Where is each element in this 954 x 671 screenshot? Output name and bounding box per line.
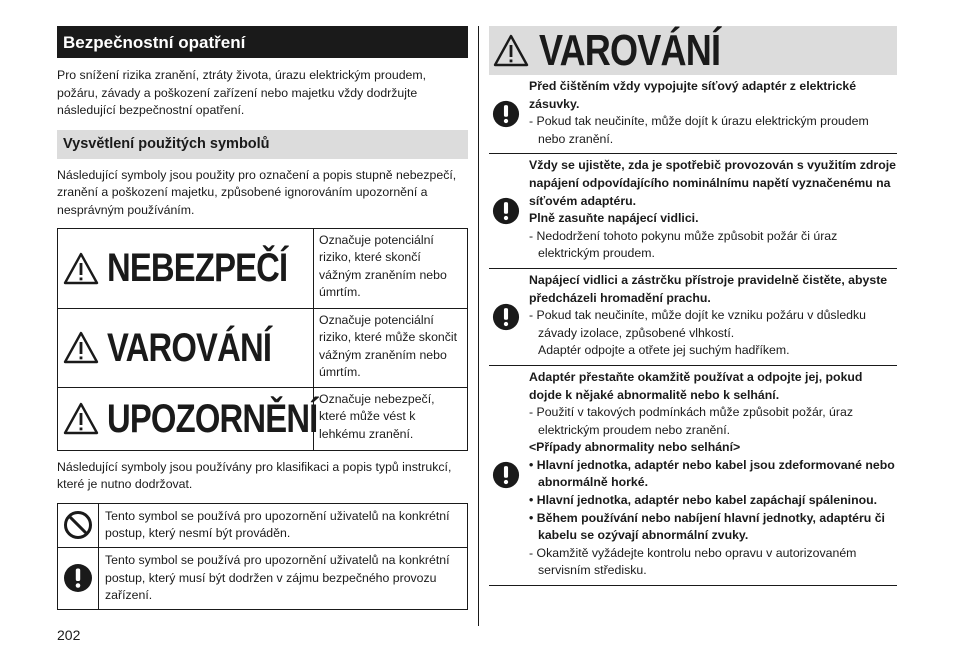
warning-triangle-icon (63, 402, 99, 435)
signal-word-danger: NEBEZPEČÍ (107, 246, 288, 291)
section-title: Bezpečnostní opatření (57, 26, 468, 58)
abnormality-case-2: • Hlavní jednotka, adaptér nebo kabel zapáchají spáleninou. (529, 493, 878, 508)
warning-item-3-extra: Adaptér odpojte a otřete jej suchým hadříkem. (538, 343, 790, 358)
symbol-desc-prohibition: Tento symbol se používá pro upozornění uživatelů na konkrétní postup, který nesmí být prováděn. (105, 508, 450, 541)
signal-desc-danger: Označuje potenciální riziko, které skončí vážným zraněním nebo úmrtím. (319, 232, 447, 300)
mandatory-icon (63, 563, 93, 593)
signal-word-warning: VAROVÁNÍ (107, 325, 272, 370)
abnormality-case-3: • Během používání nebo nabíjení hlavní jednotky, adaptéru či kabelu se ozývají abnormální zvuky. (529, 510, 885, 543)
symbol-desc-mandatory: Tento symbol se používá pro upozornění uživatelů na konkrétní postup, který musí být dodržen v zájmu bezpečného provozu zařízení. (105, 552, 450, 603)
mandatory-icon (492, 197, 520, 225)
symbol-row-prohibition (58, 504, 467, 547)
warning-item-2-title: Vždy se ujistěte, zda je spotřebič provozován s využitím zdroje napájení odpovídajícího nominálnímu napětí vyznačenému na síťovém adaptéru. (529, 158, 896, 208)
signal-row-warning (58, 308, 467, 387)
column-divider (478, 26, 479, 626)
instruction-symbol-table (57, 503, 468, 610)
warning-header-title: VAROVÁNÍ (539, 25, 721, 75)
warning-item-1 (489, 75, 897, 154)
warning-item-3-note: - Pokud tak neučiníte, může dojít ke vzniku požáru v důsledku závady izolace, způsobené vlhkostí. (529, 308, 866, 340)
warning-triangle-icon (63, 331, 99, 364)
mandatory-icon (492, 303, 520, 331)
right-column (489, 26, 897, 586)
mandatory-icon (492, 100, 520, 128)
warning-item-3 (489, 269, 897, 366)
page-number: 202 (57, 627, 81, 643)
warning-item-4-action: - Okamžitě vyžádejte kontrolu nebo opravu v autorizovaném servisním středisku. (529, 545, 857, 578)
abnormality-case-1: • Hlavní jednotka, adaptér nebo kabel jsou zdeformované nebo abnormálně horké. (529, 457, 895, 490)
symbol-row-mandatory (58, 547, 467, 609)
warning-item-1-note: - Pokud tak neučiníte, může dojít k úrazu elektrickým proudem nebo zranění. (529, 114, 869, 146)
warning-header (489, 26, 897, 75)
signal-word-table (57, 228, 468, 451)
warning-item-2-subtitle: Plně zasuňte napájecí vidlici. (529, 211, 699, 226)
signal-row-danger (58, 229, 467, 308)
symbols-description: Následující symboly jsou použity pro označení a popis stupně nebezpečí, zranění a poškození majetku, způsobené ignorováním upozornění a nesprávným používáním. (57, 167, 457, 217)
warning-item-4-title: Adaptér přestaňte okamžitě používat a odpojte jej, pokud dojde k nějaké abnormalitě nebo k selhání. (529, 369, 863, 402)
signal-word-caution: UPOZORNĚNÍ (107, 396, 318, 441)
warning-item-4 (489, 366, 897, 586)
warning-item-4-note: - Použití v takových podmínkách může způsobit požár, úraz elektrickým proudem nebo zranění. (529, 405, 853, 437)
warning-item-3-title: Napájecí vidlici a zástrčku přístroje pravidelně čistěte, abyste předcházeli hromadění prachu. (529, 272, 888, 305)
signal-row-caution (58, 387, 467, 450)
instruction-types-paragraph: Následující symboly jsou používány pro klasifikaci a popis typů instrukcí, které je nutno dodržovat. (57, 459, 452, 492)
intro-paragraph: Pro snížení rizika zranění, ztráty života, úrazu elektrickým proudem, požáru, závady a poškození zařízení nebo majetku vždy dodržujte následující bezpečnostní opatření. (57, 68, 427, 118)
warning-triangle-icon (493, 34, 529, 67)
abnormality-cases-heading: <Případy abnormality nebo selhání> (529, 440, 741, 455)
left-column (57, 26, 468, 610)
warning-item-2 (489, 154, 897, 269)
warning-item-1-title: Před čištěním vždy vypojujte síťový adaptér z elektrické zásuvky. (529, 79, 857, 111)
mandatory-icon (492, 461, 520, 489)
prohibition-icon (63, 510, 93, 540)
symbols-subheading: Vysvětlení použitých symbolů (57, 130, 468, 159)
signal-desc-warning: Označuje potenciální riziko, které může skončit vážným zraněním nebo úmrtím. (319, 312, 458, 380)
warning-item-2-note: - Nedodržení tohoto pokynu může způsobit požár či úraz elektrickým proudem. (529, 228, 838, 261)
signal-desc-caution: Označuje nebezpečí, které může vést k lehkému zranění. (319, 391, 435, 441)
warning-triangle-icon (63, 252, 99, 285)
